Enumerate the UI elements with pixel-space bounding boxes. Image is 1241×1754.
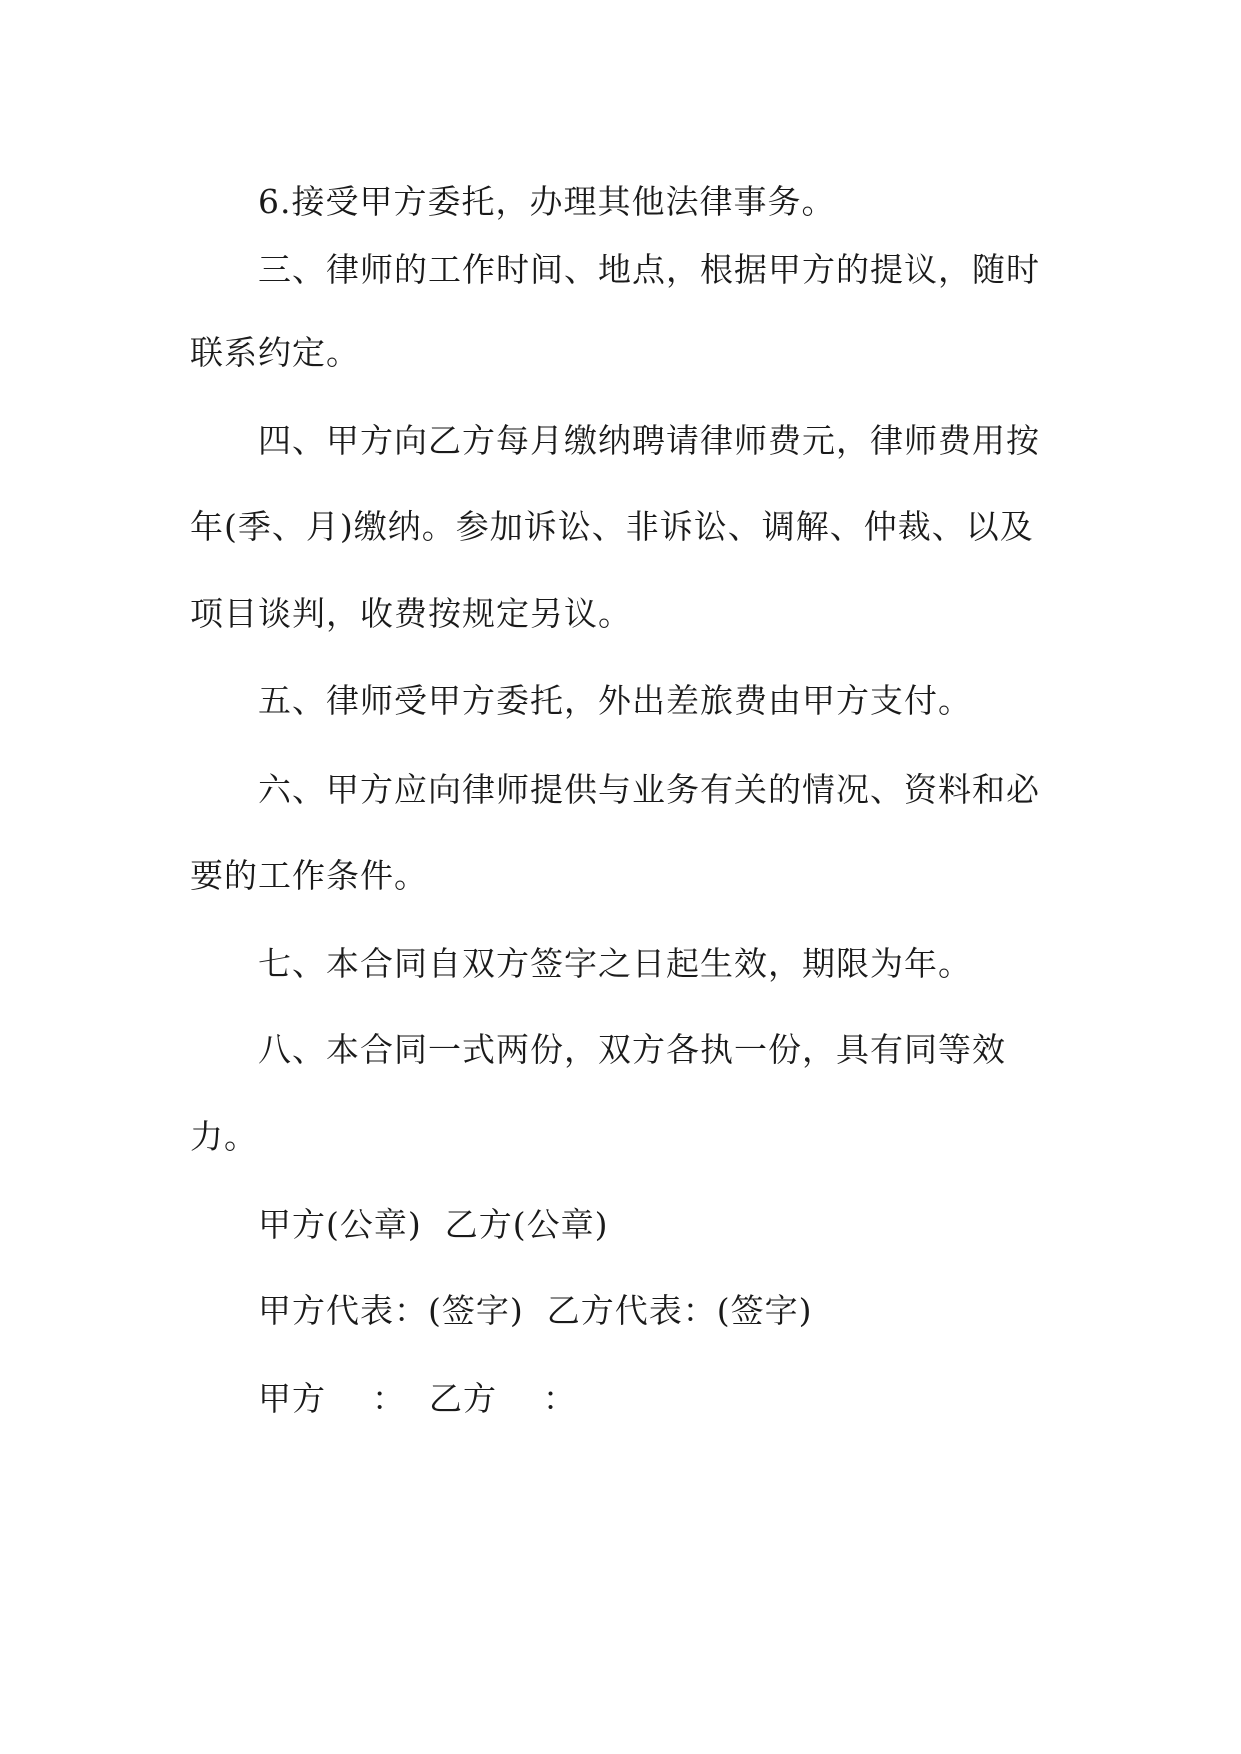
- section-6-line-2: 要的工作条件。: [190, 856, 428, 895]
- section-8-line-1: 八、本合同一式两份，双方各执一份，具有同等效: [258, 1030, 1006, 1069]
- section-3-line-1: 三、律师的工作时间、地点，根据甲方的提议，随时: [258, 250, 1040, 289]
- section-4-line-3: 项目谈判，收费按规定另议。: [190, 594, 632, 633]
- section-4-line-2: 年(季、月)缴纳。参加诉讼、非诉讼、调解、仲裁、以及: [190, 507, 1034, 546]
- section-8-line-2: 力。: [190, 1117, 258, 1156]
- signature-party-line: 甲方 ： 乙方 ：: [258, 1379, 577, 1418]
- clause-6-line: 6.接受甲方委托，办理其他法律事务。: [258, 182, 836, 221]
- section-3-line-2: 联系约定。: [190, 333, 360, 372]
- section-5-line: 五、律师受甲方委托，外出差旅费由甲方支付。: [258, 681, 972, 720]
- signature-representative-line: 甲方代表：(签字) 乙方代表：(签字): [258, 1291, 813, 1330]
- section-6-line-1: 六、甲方应向律师提供与业务有关的情况、资料和必: [258, 770, 1040, 809]
- signature-seal-line: 甲方(公章) 乙方(公章): [258, 1205, 609, 1244]
- section-4-line-1: 四、甲方向乙方每月缴纳聘请律师费元，律师费用按: [258, 421, 1040, 460]
- section-7-line: 七、本合同自双方签字之日起生效，期限为年。: [258, 944, 972, 983]
